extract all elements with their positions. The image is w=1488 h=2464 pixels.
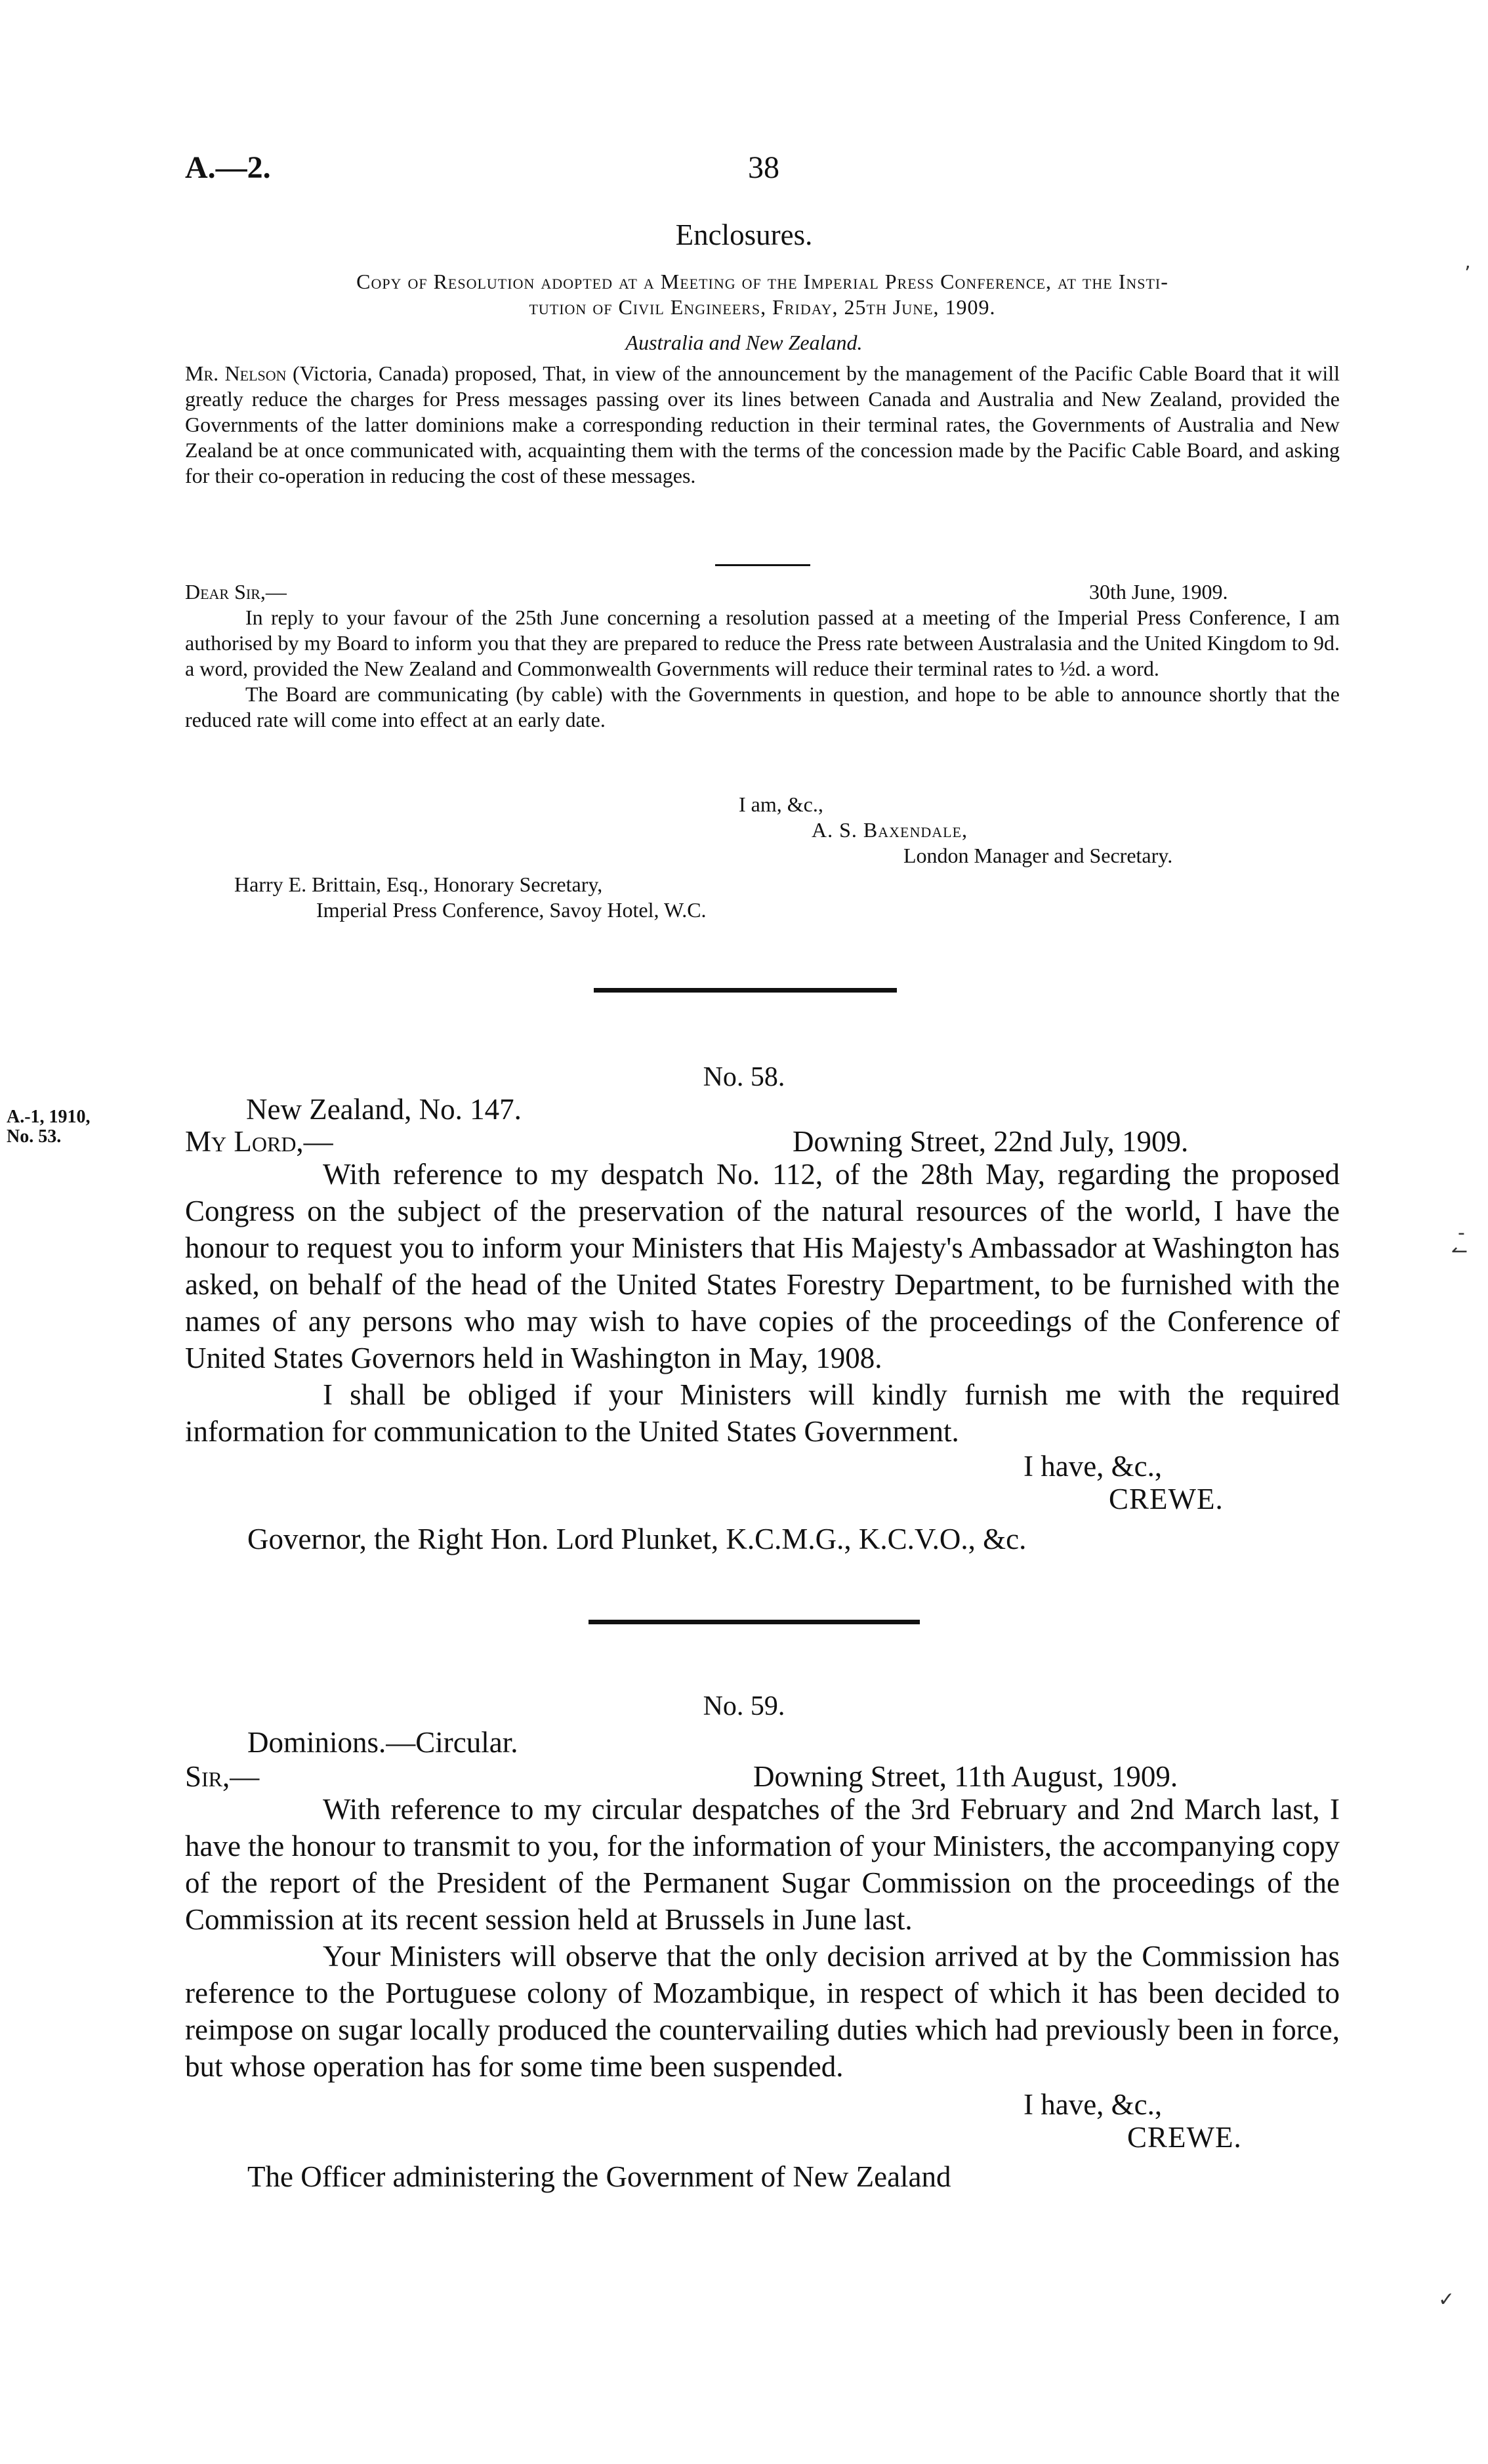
- despatch-59-number: No. 59.: [703, 1691, 785, 1721]
- resolution-caption-line-2: tution of Civil Engineers, Friday, 25th June, 1909.: [529, 295, 996, 319]
- section-divider: [594, 988, 897, 993]
- section-divider: [589, 1620, 920, 1624]
- letter-body: [185, 605, 1340, 733]
- page-reference: A.—2.: [185, 150, 271, 185]
- despatch-59-place-date: Downing Street, 11th August, 1909.: [753, 1760, 1178, 1793]
- scan-mark: ’: [1464, 262, 1471, 285]
- scan-mark: -: [1458, 1222, 1465, 1244]
- despatch-59-paragraph-2: Your Ministers will observe that the only decision arrived at by the Commission has reference to the Portuguese colony of Mozambique, in respect of which it has been decided to reimpose on sugar locally produced the countervailing duties which had previously been in force, but whose operation has for some time been suspended.: [185, 1940, 1340, 2083]
- despatch-59-addressee: The Officer administering the Government of New Zealand: [247, 2160, 951, 2193]
- despatch-59-body: [185, 1791, 1340, 2085]
- resolution-body: (Victoria, Canada) proposed, That, in view of the announcement by the management of the Pacific Cable Board that it will greatly reduce the charges for Press messages passing over its lines between Canada and Australia and New Zealand, provided the Governments of the latter dominions make a corresponding reduction in their terminal rates, the Governments of Australia and New Zealand be at once communicated with, acquainting them with the terms of the concession made by the Pacific Cable Board, and asking for their co-operation in reducing the cost of these messages.: [185, 361, 1340, 487]
- despatch-58-margin-ref: [7, 1107, 91, 1147]
- despatch-58-paragraph-2: I shall be obliged if your Ministers will kindly furnish me with the required information for communication to the United States Government.: [185, 1378, 1340, 1448]
- short-divider: [715, 564, 810, 566]
- margin-ref-line-1: A.-1, 1910,: [7, 1107, 91, 1127]
- resolution-speaker: Mr. Nelson: [185, 361, 287, 385]
- despatch-58-salutation: My Lord,—: [185, 1125, 333, 1158]
- despatch-59-reference: Dominions.—Circular.: [247, 1726, 518, 1759]
- despatch-58-body: [185, 1156, 1340, 1450]
- despatch-58-paragraph-1: With reference to my despatch No. 112, of the 28th May, regarding the proposed Congress on the subject of the preservation of the natural resources of the world, I have the honour to request you to inform your Ministers that His Majesty's Ambassador at Washington has asked, on behalf of the head of the United States Forestry Department, to be furnished with the names of any persons who may wish to have copies of the proceedings of the Conference of United States Governors held in Washington in May, 1908.: [185, 1158, 1340, 1374]
- resolution-text: [185, 361, 1340, 489]
- resolution-subheading: Australia and New Zealand.: [625, 331, 863, 354]
- letter-closing: I am, &c.,: [739, 792, 823, 816]
- letter-salutation: Dear Sir,—: [185, 580, 287, 604]
- despatch-58-reference: New Zealand, No. 147.: [246, 1093, 522, 1126]
- enclosures-heading: Enclosures.: [675, 218, 813, 251]
- despatch-58-closing: I have, &c.,: [1023, 1450, 1163, 1483]
- letter-signatory-title: London Manager and Secretary.: [903, 844, 1173, 867]
- letter-paragraph-1: In reply to your favour of the 25th June concerning a resolution passed at a meeting of the Imperial Press Conference, I am authorised by my Board to inform you that they are prepared to reduce the Press rate between Australasia and the United Kingdom to 9d. a word, provided the New Zealand and Commonwealth Governments will reduce their terminal rates to ½d. a word.: [185, 606, 1340, 680]
- despatch-58-addressee: Governor, the Right Hon. Lord Plunket, K.C.M.G., K.C.V.O., &c.: [247, 1523, 1027, 1555]
- letter-addressee-line-1: Harry E. Brittain, Esq., Honorary Secretary,: [234, 873, 603, 896]
- despatch-58-place-date: Downing Street, 22nd July, 1909.: [793, 1125, 1189, 1158]
- page-number: 38: [748, 150, 779, 185]
- letter-signatory: A. S. Baxendale,: [812, 818, 968, 842]
- resolution-caption-line-1: Copy of Resolution adopted at a Meeting of the Imperial Press Conference, at the Insti-: [356, 270, 1168, 293]
- letter-date: 30th June, 1909.: [1089, 580, 1228, 604]
- despatch-58-number: No. 58.: [703, 1062, 785, 1092]
- despatch-59-signature: CREWE.: [1127, 2121, 1242, 2154]
- letter-addressee-line-2: Imperial Press Conference, Savoy Hotel, W.C.: [316, 898, 707, 922]
- despatch-59-closing: I have, &c.,: [1023, 2088, 1163, 2121]
- scan-mark: ✓: [1438, 2288, 1455, 2311]
- despatch-59-paragraph-1: With reference to my circular despatches of the 3rd February and 2nd March last, I have the honour to transmit to you, for the information of your Ministers, the accompanying copy of the report of the President of the Permanent Sugar Commission on the proceedings of the Commission at its recent session held at Brussels in June last.: [185, 1793, 1340, 1936]
- letter-paragraph-2: The Board are communicating (by cable) with the Governments in question, and hope to be able to announce shortly that the reduced rate will come into effect at an early date.: [185, 682, 1340, 731]
- despatch-58-signature: CREWE.: [1109, 1483, 1224, 1515]
- margin-ref-line-2: No. 53.: [7, 1126, 62, 1147]
- scan-mark: ↼: [1451, 1240, 1468, 1263]
- resolution-caption: [185, 269, 1340, 320]
- despatch-59-salutation: Sir,—: [185, 1760, 260, 1793]
